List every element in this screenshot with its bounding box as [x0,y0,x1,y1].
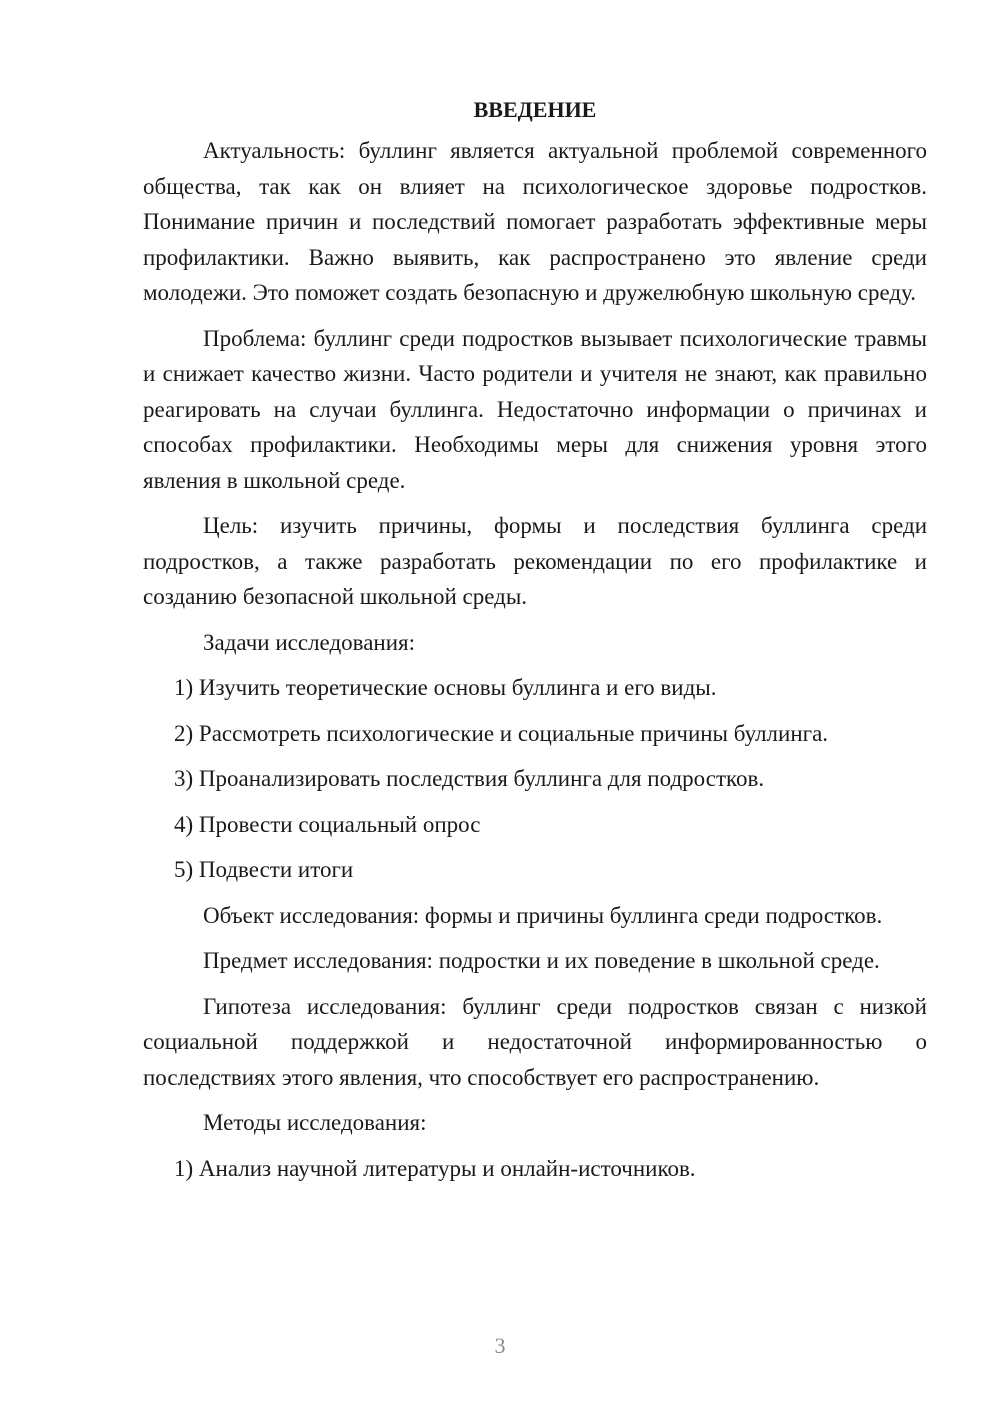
subject-paragraph: Предмет исследования: подростки и их поведение в школьной среде. [203,948,880,973]
relevance-paragraph: Актуальность: буллинг является актуальной проблемой современного общества, так как он влияет на психологическое здоровье подростков. Понимание причин и последствий помогает разработать эффективные меры профилактики. Важно выявить, как распространено это явление среди молодежи. Это поможет создать безопасную и дружелюбную школьную среду. [143,138,927,305]
task-item: 5) Подвести итоги [174,857,354,882]
document-body [143,92,927,1196]
method-item: 1) Анализ научной литературы и онлайн-источников. [174,1155,696,1181]
problem-paragraph: Проблема: буллинг среди подростков вызывает психологические травмы и снижает качество жизни. Часто родители и учителя не знают, как правильно реагировать на случаи буллинга. Недостаточно информации о причинах и способах профилактики. Необходимы меры для снижения уровня этого явления в школьной среде. [143,325,927,493]
methods-label: Методы исследования: [203,1110,427,1135]
goal-paragraph: Цель: изучить причины, формы и последствия буллинга среди подростков, а также разработать рекомендации по его профилактике и созданию безопасной школьной среды. [143,513,927,609]
section-heading: ВВЕДЕНИЕ [473,97,597,122]
tasks-label: Задачи исследования: [203,629,416,655]
hypothesis-paragraph: Гипотеза исследования: буллинг среди подростков связан с низкой социальной поддержкой и недостаточной информированностью о последствиях этого явления, что способствует его распространению. [143,993,927,1090]
task-item: 1) Изучить теоретические основы буллинга и его виды. [174,675,717,700]
task-item: 3) Проанализировать последствия буллинга для подростков. [174,766,765,791]
page-number: 3 [494,1333,506,1358]
object-paragraph: Объект исследования: формы и причины буллинга среди подростков. [203,902,883,928]
task-item: 4) Провести социальный опрос [174,811,481,837]
task-item: 2) Рассмотреть психологические и социальные причины буллинга. [174,720,829,746]
